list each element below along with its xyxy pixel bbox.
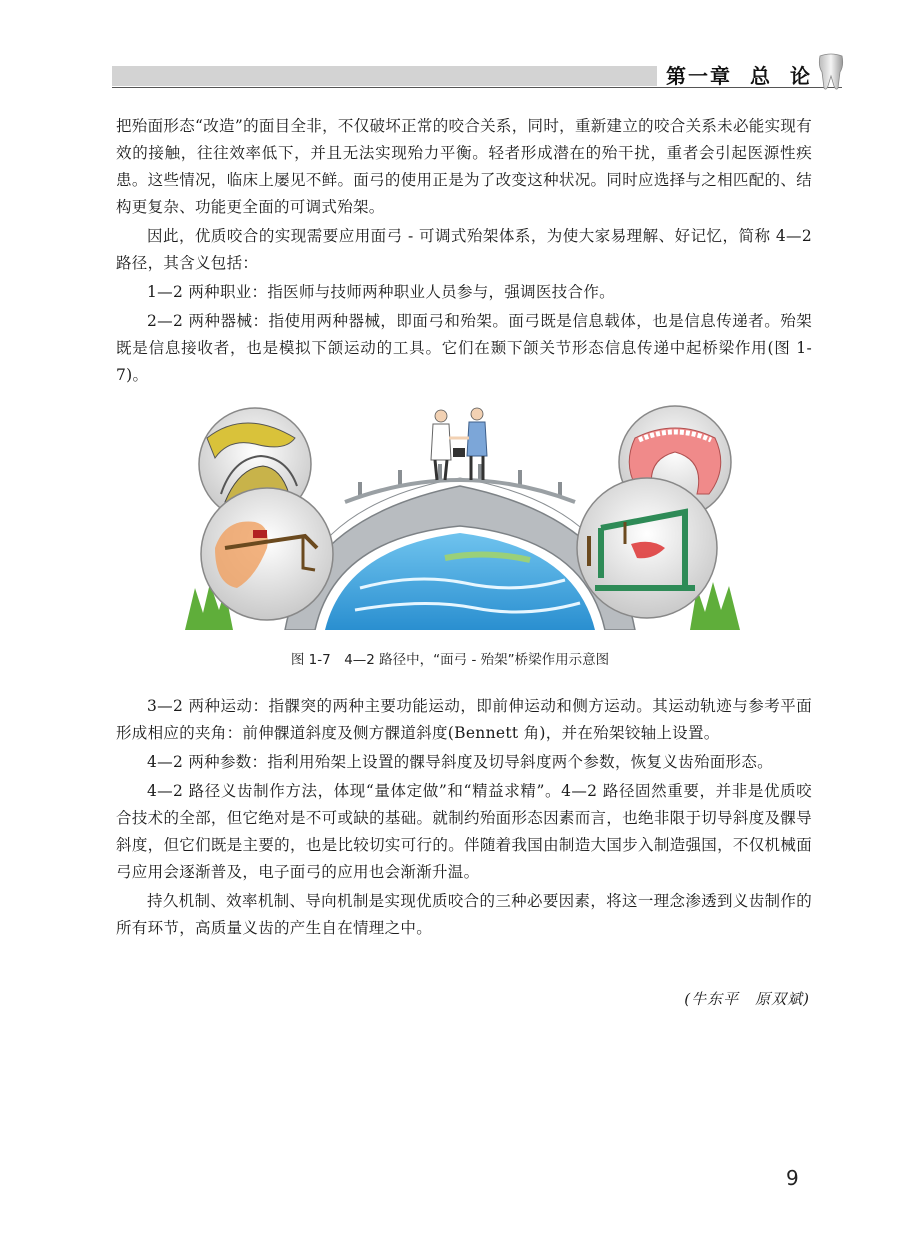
facebow-on-skull-circle — [201, 488, 333, 620]
text-block-bottom — [116, 693, 812, 944]
paragraph-3: 1—2 两种职业：指医师与技师两种职业人员参与，强调医技合作。 — [147, 283, 615, 301]
tooth-icon — [816, 52, 846, 92]
bridge-illustration — [185, 398, 740, 630]
header-bar — [112, 66, 657, 86]
paragraph-2: 因此，优质咬合的实现需要应用面弓 - 可调式殆架体系，为使大家易理解、好记忆，简称 4—2 路径，其含义包括： — [116, 227, 812, 272]
paragraph-6: 4—2 两种参数：指利用殆架上设置的髁导斜度及切导斜度两个参数，恢复义齿殆面形态。 — [147, 753, 773, 771]
chapter-title-char-1: 总 — [750, 64, 772, 88]
paragraph-1: 把殆面形态“改造”的面目全非，不仅破坏正常的咬合关系，同时，重新建立的咬合关系未必能实现有效的接触，往往效率低下，并且无法实现殆力平衡。轻者形成潜在的殆干扰，重者会引起医源性疾患。这些情况，临床上屡见不鲜。面弓的使用正是为了改变这种状况。同时应选择与之相匹配的、结构更复杂、功能更全面的可调式殆架。 — [116, 117, 812, 216]
text-block-top — [116, 113, 812, 391]
chapter-title-char-2: 论 — [790, 64, 812, 88]
author-signature: (牛东平 原双斌) — [684, 990, 810, 1008]
paragraph-4: 2—2 两种器械：指使用两种器械，即面弓和殆架。面弓既是信息载体，也是信息传递者。殆架既是信息接收者，也是模拟下颌运动的工具。它们在颞下颌关节形态信息传递中起桥梁作用(图 1-7)。 — [116, 312, 812, 384]
chapter-number: 第一章 — [666, 64, 732, 88]
paragraph-7: 4—2 路径义齿制作方法，体现“量体定做”和“精益求精”。4—2 路径固然重要，并非是优质咬合技术的全部，但它绝对是不可或缺的基础。就制约殆面形态因素而言，也绝非限于切导斜度及髁导斜度，但它们既是主要的，也是比较切实可行的。伴随着我国由制造大国步入制造强国，不仅机械面弓应用会逐渐普及，电子面弓的应用也会渐渐升温。 — [116, 782, 812, 881]
paragraph-5: 3—2 两种运动：指髁突的两种主要功能运动，即前伸运动和侧方运动。其运动轨迹与参考平面形成相应的夹角：前伸髁道斜度及侧方髁道斜度(Bennett 角)，并在殆架铰轴上设置。 — [116, 697, 812, 742]
articulator-circle — [577, 478, 717, 618]
figure-caption: 图 1-7 4—2 路径中，“面弓 - 殆架”桥梁作用示意图 — [290, 652, 610, 668]
page-number: 9 — [786, 1166, 799, 1190]
chapter-title — [666, 60, 812, 89]
paragraph-8: 持久机制、效率机制、导向机制是实现优质咬合的三种必要因素，将这一理念渗透到义齿制作的所有环节，高质量义齿的产生自在情理之中。 — [116, 892, 812, 937]
